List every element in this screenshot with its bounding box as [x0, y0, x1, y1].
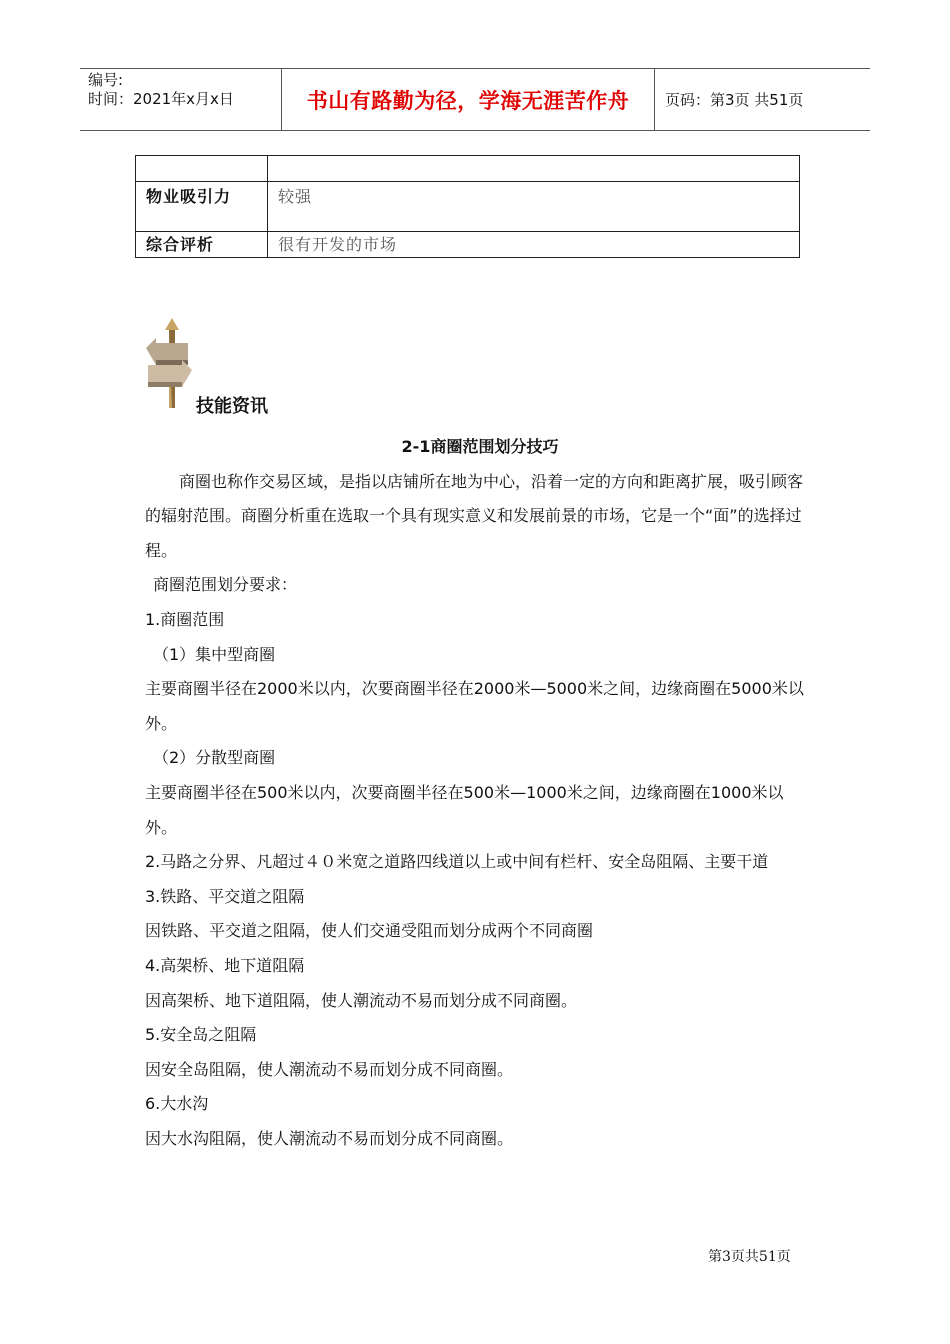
paragraph: 因大水沟阻隔，使人潮流动不易而划分成不同商圈。	[145, 1128, 514, 1148]
property-table	[135, 155, 800, 258]
list-item: 1.商圈范围	[145, 609, 225, 629]
paragraph: 因安全岛阻隔，使人潮流动不易而划分成不同商圈。	[145, 1059, 514, 1079]
section-label: 技能资讯	[196, 396, 268, 417]
article-body	[145, 430, 815, 1156]
table-row	[136, 182, 800, 232]
list-item: 6.大水沟	[145, 1094, 209, 1114]
list-item: 2.马路之分界、凡超过４０米宽之道路四线道以上或中间有栏杆、安全岛阻隔、主要干道	[145, 852, 769, 872]
article-title: 2-1商圈范围划分技巧	[401, 437, 559, 456]
number-label: 编号:	[88, 71, 124, 89]
paragraph: 主要商圈半径在500米以内，次要商圈半径在500米—1000米之间，边缘商圈在1000米以外。	[145, 782, 784, 837]
table-key	[136, 156, 268, 182]
header-meta	[80, 69, 282, 130]
article-intro: 商圈也称作交易区域，是指以店铺所在地为中心，沿着一定的方向和距离扩展，吸引顾客的辐射范围。商圈分析重在选取一个具有现实意义和发展前景的市场，它是一个“面”的选择过程。	[145, 471, 804, 560]
table-key: 综合评析	[136, 232, 268, 258]
time-label: 时间：2021年x月x日	[88, 90, 234, 108]
list-item: 4.高架桥、地下道阻隔	[145, 955, 305, 975]
paragraph: 因高架桥、地下道阻隔，使人潮流动不易而划分成不同商圈。	[145, 990, 578, 1010]
paragraph: 主要商圈半径在2000米以内，次要商圈半径在2000米—5000米之间，边缘商圈在5000米以外。	[145, 679, 804, 733]
page-header	[80, 68, 870, 131]
table-value	[268, 156, 800, 182]
table-key: 物业吸引力	[136, 182, 268, 232]
table-row	[136, 232, 800, 258]
list-item: 3.铁路、平交道之阻隔	[145, 886, 305, 906]
list-item: （2）分散型商圈	[153, 748, 276, 768]
paragraph: 因铁路、平交道之阻隔，使人们交通受阻而划分成两个不同商圈	[145, 921, 594, 941]
list-item: 5.安全岛之阻隔	[145, 1025, 257, 1045]
table-value: 很有开发的市场	[268, 232, 800, 258]
table-row	[136, 156, 800, 182]
header-page-label: 页码：第3页 共51页	[665, 91, 804, 109]
header-motto: 书山有路勤为径，学海无涯苦作舟	[282, 69, 655, 130]
page-footer: 第3页共51页	[708, 1249, 791, 1265]
signpost-icon	[142, 318, 196, 414]
requirements-heading: 商圈范围划分要求：	[153, 575, 298, 595]
table-value: 较强	[268, 182, 800, 232]
list-item: （1）集中型商圈	[153, 644, 276, 664]
